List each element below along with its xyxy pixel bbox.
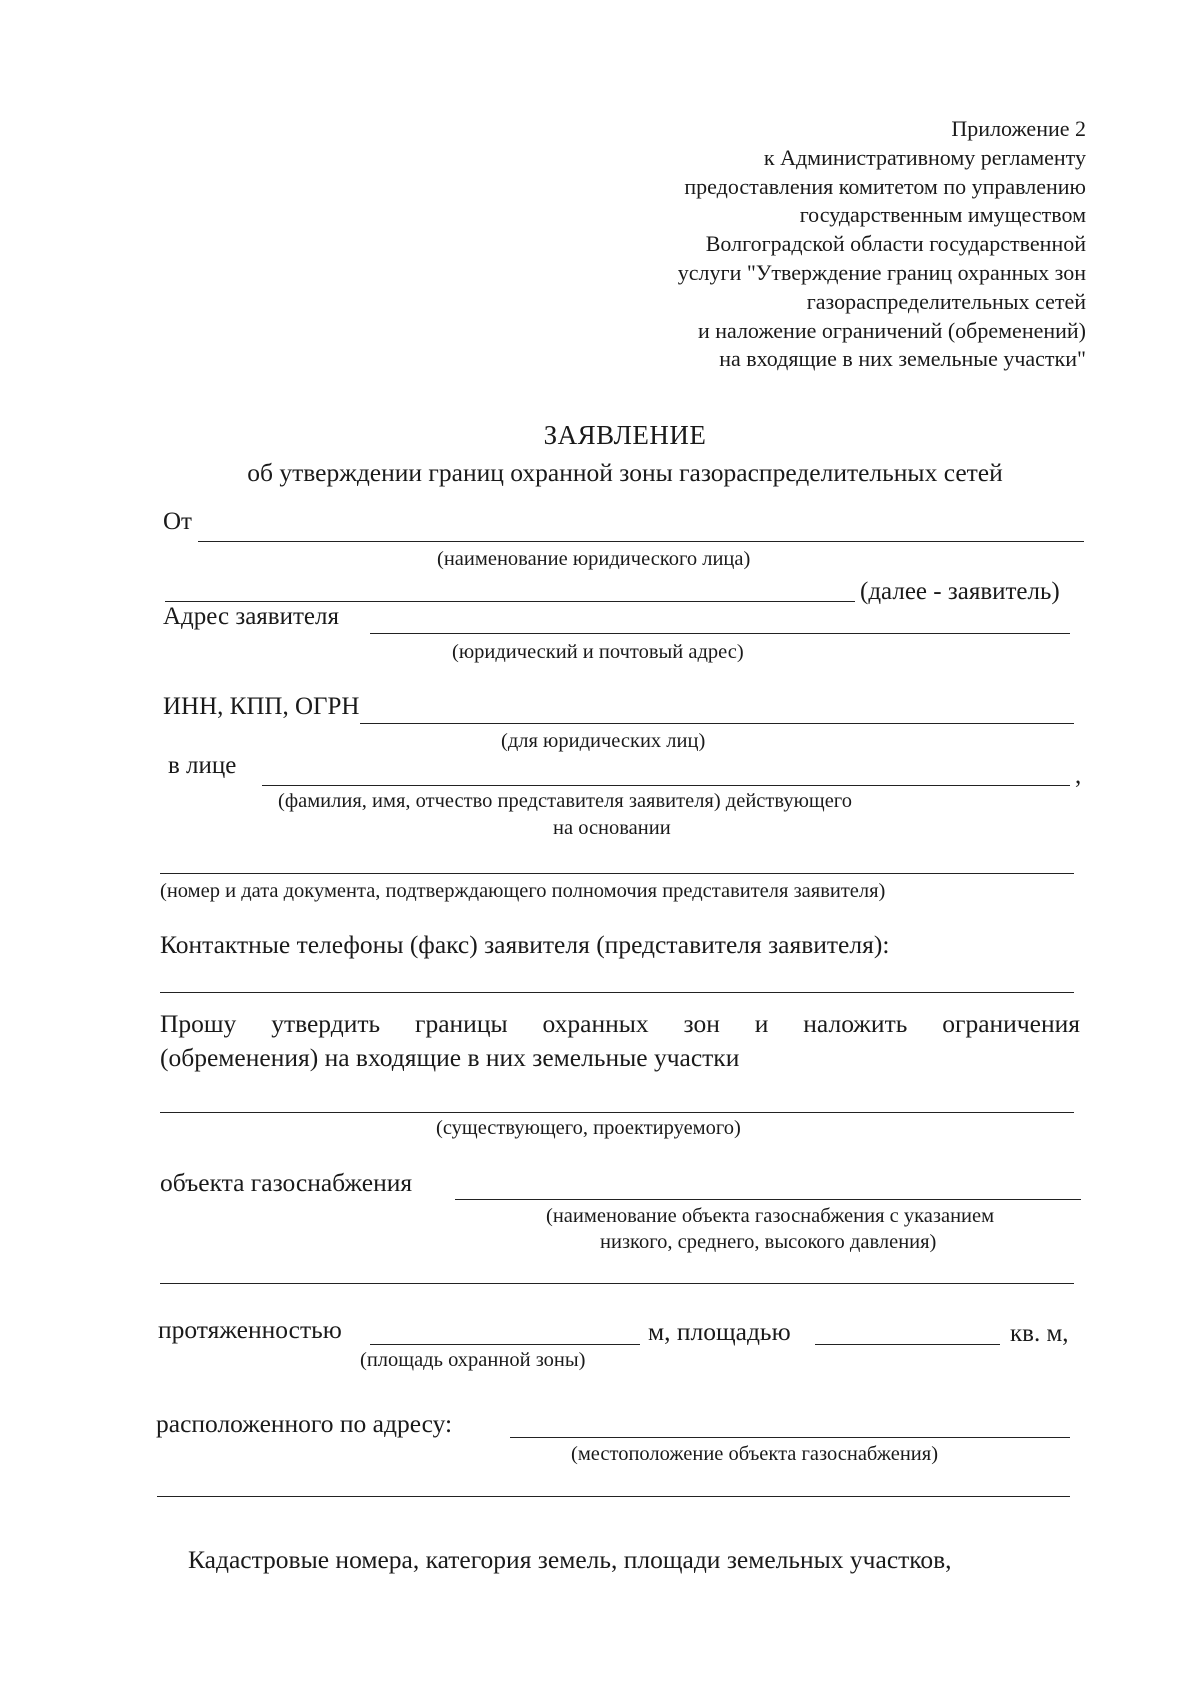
address-field-line[interactable] <box>370 633 1070 634</box>
person-field-line[interactable] <box>262 785 1070 786</box>
person-hint: (фамилия, имя, отчество представителя заявителя) действующего <box>278 790 852 812</box>
appendix-header <box>678 115 1086 374</box>
area-hint: (площадь охранной зоны) <box>360 1349 586 1371</box>
object-field-line[interactable] <box>455 1199 1081 1200</box>
document-hint: (номер и дата документа, подтверждающего полномочия представителя заявителя) <box>160 880 886 902</box>
request-line-2: (обременения) на входящие в них земельные участки <box>160 1043 740 1072</box>
person-comma: , <box>1075 762 1082 789</box>
location-field-line-2[interactable] <box>157 1496 1070 1497</box>
request-line-1: Прошу утвердить границы охранных зон и наложить ограничения <box>160 1009 1080 1038</box>
appendix-line: предоставления комитетом по управлению <box>684 173 1086 199</box>
location-field-line[interactable] <box>510 1437 1070 1438</box>
length-unit: м, площадью <box>648 1317 791 1346</box>
inn-label: ИНН, КПП, ОГРН <box>163 693 360 720</box>
object-state-field-line[interactable] <box>160 1112 1074 1113</box>
area-unit: кв. м, <box>1010 1320 1069 1347</box>
request-paragraph <box>160 1007 1080 1075</box>
appendix-line: к Административному регламенту <box>763 144 1086 170</box>
appendix-line: газораспределительных сетей <box>806 288 1086 314</box>
document-subtitle: об утверждении границ охранной зоны газораспределительных сетей <box>247 458 1003 487</box>
from-field-line[interactable] <box>198 541 1084 542</box>
inn-field-line[interactable] <box>360 723 1074 724</box>
address-label: Адрес заявителя <box>163 603 339 630</box>
object-hint-pressure: низкого, среднего, высокого давления) <box>600 1231 937 1253</box>
length-label: протяженностью <box>158 1315 342 1344</box>
phones-label: Контактные телефоны (факс) заявителя (представителя заявителя): <box>160 930 890 959</box>
from-hint: (наименование юридического лица) <box>437 548 751 570</box>
location-label: расположенного по адресу: <box>156 1409 453 1438</box>
appendix-line: Волгоградской области государственной <box>705 231 1086 257</box>
document-field-line[interactable] <box>160 873 1074 874</box>
location-hint: (местоположение объекта газоснабжения) <box>571 1443 939 1465</box>
phones-field-line[interactable] <box>160 992 1074 993</box>
appendix-line: услуги "Утверждение границ охранных зон <box>677 259 1086 285</box>
document-title: ЗАЯВЛЕНИЕ <box>543 420 707 450</box>
object-field-line-2[interactable] <box>160 1283 1074 1284</box>
object-label: объекта газоснабжения <box>160 1168 413 1197</box>
applicant-field-line[interactable] <box>165 601 855 602</box>
appendix-line: государственным имуществом <box>799 202 1086 228</box>
applicant-suffix: (далее - заявитель) <box>860 578 1060 605</box>
person-hint-basis: на основании <box>553 817 671 839</box>
address-hint: (юридический и почтовый адрес) <box>452 641 744 663</box>
appendix-line: Приложение 2 <box>951 116 1086 141</box>
from-label: От <box>163 508 192 535</box>
object-state-hint: (существующего, проектируемого) <box>436 1117 741 1139</box>
object-hint: (наименование объекта газоснабжения с указанием <box>546 1205 995 1227</box>
length-field-line[interactable] <box>370 1344 640 1345</box>
appendix-line: и наложение ограничений (обременений) <box>697 317 1086 343</box>
inn-hint: (для юридических лиц) <box>501 730 706 752</box>
cadastral-text: Кадастровые номера, категория земель, площади земельных участков, <box>188 1545 952 1574</box>
person-label: в лице <box>168 752 237 779</box>
area-field-line[interactable] <box>815 1344 1000 1345</box>
appendix-line: на входящие в них земельные участки" <box>719 346 1086 372</box>
